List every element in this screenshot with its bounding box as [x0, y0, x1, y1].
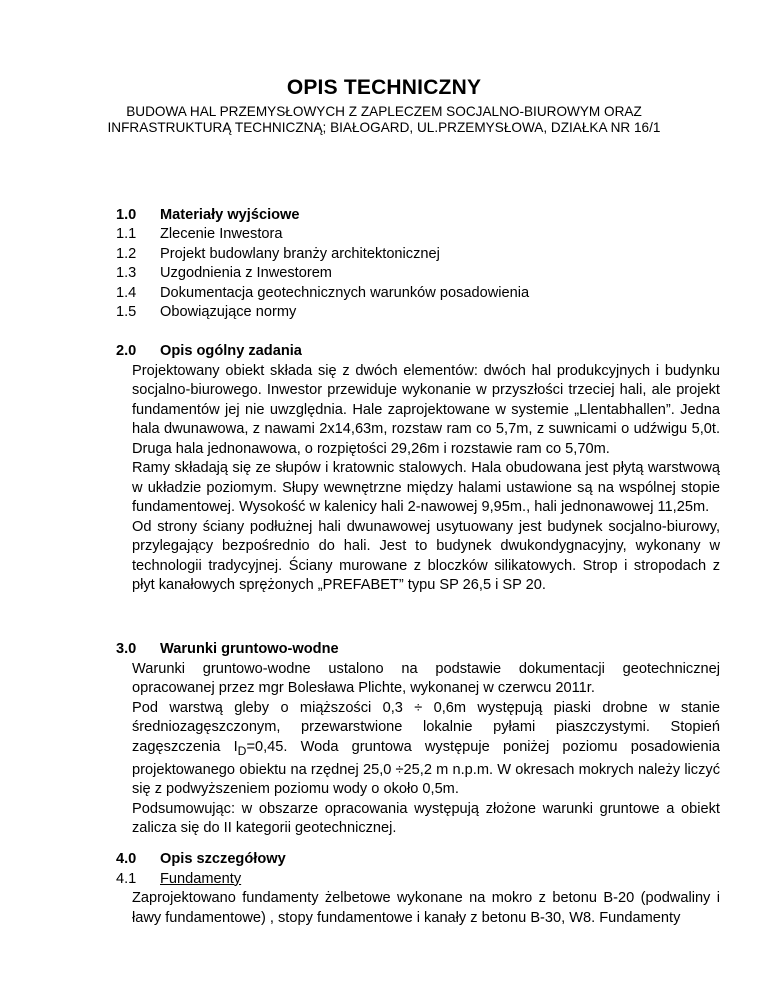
- section-number: 2.0: [116, 343, 137, 359]
- section-4-heading: [116, 850, 720, 870]
- paragraph-text: =0,45. Woda gruntowa występuje poniżej poziomu posadowienia projektowanego obiektu na rzędnej 25,0 ÷25,2 m n.p.m. W okresach mokrych należy liczyć się z podwyższeniem poziomu wody o około 0,5m.: [132, 738, 720, 798]
- document-title: OPIS TECHNICZNY: [286, 76, 482, 99]
- section-title: Opis szczegółowy: [160, 851, 286, 867]
- item-number: 1.3: [116, 265, 137, 282]
- item-number: 1.4: [116, 284, 137, 301]
- section-number: 3.0: [116, 641, 137, 657]
- section-3-soil-water: [116, 640, 720, 839]
- section-1-materials: [116, 206, 529, 322]
- section-number: 4.0: [116, 851, 137, 867]
- section-body: [116, 660, 720, 839]
- subsection-4-1-heading: [116, 870, 720, 890]
- paragraph: Ramy składają się ze słupów i kratownic stalowych. Hala obudowana jest płytą warstwową w układzie poziomym. Słupy wewnętrzne między halami ustawione są na wspólnej stopie fundamentowej. Wysokość w kalenicy hali 2-nawowej 9,95m., hali jednonawowej 11,25m.: [132, 460, 720, 515]
- section-1-heading: [116, 206, 529, 225]
- section-title: Opis ogólny zadania: [160, 343, 302, 359]
- section-3-heading: [116, 640, 720, 660]
- section-title: Warunki gruntowo-wodne: [160, 641, 339, 657]
- paragraph: Od strony ściany podłużnej hali dwunawowej usytuowany jest budynek socjalno-biurowy, przylegający bezpośrednio do hali. Jest to budynek dwukondygnacyjny, wykonany w technologii tradycyjnej. Ściany murowane z bloczków silikatowych. Strop i stropodach z płyt kanałowych sprężonych „PREFABET” typu SP 26,5 i SP 20.: [132, 518, 720, 593]
- paragraph: Warunki gruntowo-wodne ustalono na podstawie dokumentacji geotechnicznej opracowanej przez mgr Bolesława Plichte, wykonanej w czerwcu 2011r.: [132, 660, 720, 696]
- section-2-general: [116, 342, 720, 596]
- list-item: [116, 264, 529, 283]
- list-item: [116, 245, 529, 264]
- list-item: [116, 284, 529, 303]
- item-number: 1.5: [116, 304, 137, 321]
- item-number: 1.2: [116, 245, 137, 262]
- item-label: Zlecenie Inwestora: [160, 226, 283, 243]
- section-number: 1.0: [116, 207, 137, 223]
- subscript: D: [237, 743, 247, 758]
- section-title: Materiały wyjściowe: [160, 207, 300, 223]
- section-body: [116, 362, 720, 596]
- paragraph: Podsumowując: w obszarze opracowania występują złożone warunki gruntowe a obiekt zalicza się do II kategorii geotechnicznej.: [132, 800, 720, 837]
- section-4-details: [116, 850, 720, 928]
- subsection-title: Fundamenty: [160, 870, 242, 887]
- section-2-heading: [116, 342, 720, 362]
- paragraph-text: Pod warstwą gleby o miąższości 0,3 ÷ 0,6m występują piaski drobne w stanie średniozagęszczonym, przewarstwione lokalnie pyłami piaszczystymi. Stopień zagęszczenia I: [132, 699, 720, 755]
- paragraph: Projektowany obiekt składa się z dwóch elementów: dwóch hal produkcyjnych i budynku socjalno-biurowego. Inwestor przewiduje wykonanie w przyszłości trzeciej hali, ale projekt fundamentów jej nie uwzględnia. Hale zaprojektowane w systemie „Llentabhallen”. Jedna hala dwunawowa, z nawami 2x14,63m, rozstaw ram co 5,7m, z suwnicami o udźwigu 5,0t. Druga hala jednonawowa, o rozpiętości 29,26m i rozstawie ram co 5,70m.: [132, 362, 720, 457]
- item-label: Dokumentacja geotechnicznych warunków posadowienia: [160, 284, 530, 301]
- item-number: 1.1: [116, 226, 137, 243]
- section-body: [116, 889, 720, 928]
- document-subtitle: BUDOWA HAL PRZEMYSŁOWYCH Z ZAPLECZEM SOCJALNO-BIUROWYM ORAZ INFRASTRUKTURĄ TECHNICZNĄ; BIAŁOGARD, UL.PRZEMYSŁOWA, DZIAŁKA NR 16/1: [107, 104, 661, 135]
- item-label: Obowiązujące normy: [160, 304, 297, 321]
- paragraph: Zaprojektowano fundamenty żelbetowe wykonane na mokro z betonu B-20 (podwaliny i ławy fundamentowe) , stopy fundamentowe i kanały z betonu B-30, W8. Fundamenty: [132, 890, 720, 926]
- list-item: [116, 225, 529, 244]
- subsection-number: 4.1: [116, 870, 137, 887]
- list-item: [116, 303, 529, 322]
- item-label: Uzgodnienia z Inwestorem: [160, 265, 332, 282]
- item-label: Projekt budowlany branży architektonicznej: [160, 245, 440, 262]
- paragraph: [132, 699, 720, 800]
